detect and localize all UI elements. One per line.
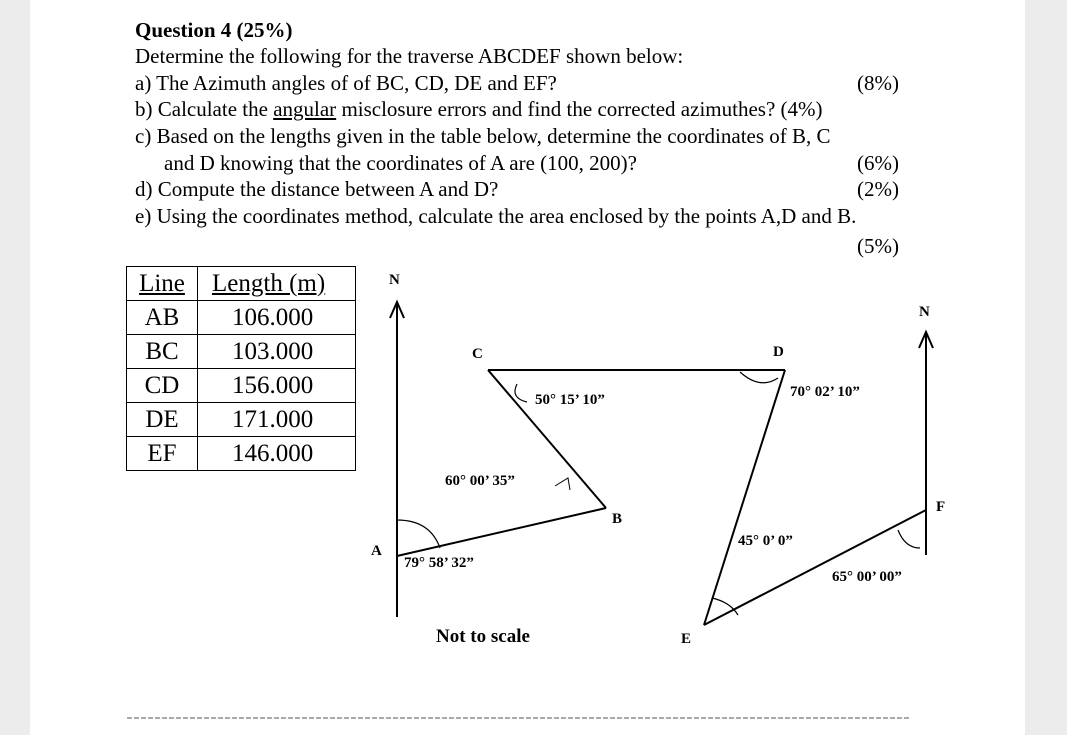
point-f-label: F xyxy=(936,499,946,515)
line-ab xyxy=(397,508,606,556)
part-e-text: e) Using the coordinates method, calculate the area enclosed by the points A,D and B. xyxy=(135,204,857,228)
part-b-pre: b) Calculate the xyxy=(135,97,274,121)
part-b-underlined: angular xyxy=(273,97,337,121)
angle-f-label: 65° 00’ 00” xyxy=(832,569,902,585)
part-c-line1: c) Based on the lengths given in the table below, determine the coordinates of B, C xyxy=(135,124,831,148)
point-d-label: D xyxy=(773,344,784,360)
point-b-label: B xyxy=(612,511,623,527)
angle-arc-a xyxy=(397,520,440,548)
length-cell: 103.000 xyxy=(198,335,356,369)
line-cell: EF xyxy=(127,437,198,471)
question-title: Question 4 (25%) xyxy=(135,18,293,42)
north-label-right: N xyxy=(919,304,930,320)
part-d-text: d) Compute the distance between A and D? xyxy=(135,177,499,201)
line-cell: BC xyxy=(127,335,198,369)
north-label-left: N xyxy=(389,272,400,288)
header-line: Line xyxy=(127,267,198,301)
angle-pointer-b xyxy=(555,478,570,490)
angle-c-label: 50° 15’ 10” xyxy=(535,392,605,408)
length-cell: 146.000 xyxy=(198,437,356,471)
line-cell: AB xyxy=(127,301,198,335)
part-c-marks: (6%) xyxy=(857,151,899,175)
angle-d-label: 70° 02’ 10” xyxy=(790,384,860,400)
part-a-text: a) The Azimuth angles of of BC, CD, DE and EF? xyxy=(135,71,557,95)
length-cell: 156.000 xyxy=(198,369,356,403)
length-cell: 106.000 xyxy=(198,301,356,335)
point-a-label: A xyxy=(371,543,382,559)
line-de xyxy=(704,370,785,625)
not-to-scale-note: Not to scale xyxy=(436,626,530,647)
angle-b-label: 60° 00’ 35” xyxy=(445,473,515,489)
part-c-line2: and D knowing that the coordinates of A are (100, 200)? xyxy=(164,151,637,175)
header-length: Length (m) xyxy=(198,267,356,301)
part-a-marks: (8%) xyxy=(857,71,899,95)
question-intro: Determine the following for the traverse ABCDEF shown below: xyxy=(135,44,684,68)
point-e-label: E xyxy=(681,631,692,647)
angle-e-label: 45° 0’ 0” xyxy=(738,533,793,549)
part-e-marks: (5%) xyxy=(857,234,899,258)
point-c-label: C xyxy=(472,346,483,362)
line-ef xyxy=(704,510,926,625)
line-cell: DE xyxy=(127,403,198,437)
length-cell: 171.000 xyxy=(198,403,356,437)
line-cell: CD xyxy=(127,369,198,403)
part-b-post: misclosure errors and find the corrected azimuthes? (4%) xyxy=(336,97,823,121)
angle-arc-c xyxy=(515,384,527,402)
angle-a-label: 79° 58’ 32” xyxy=(404,555,474,571)
angle-arc-d xyxy=(740,372,778,383)
angle-arc-e xyxy=(712,598,738,615)
part-d-marks: (2%) xyxy=(857,177,899,201)
angle-arc-f xyxy=(898,530,920,548)
